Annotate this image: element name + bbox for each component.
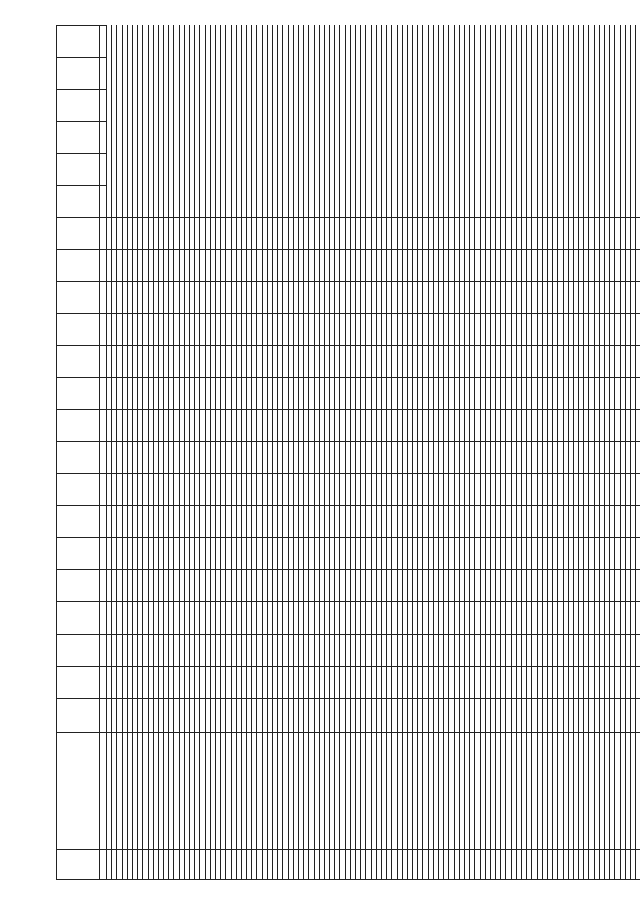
column-number bbox=[100, 282, 107, 314]
column-header bbox=[57, 154, 100, 186]
column-header bbox=[57, 218, 100, 250]
column-number bbox=[100, 218, 107, 250]
column-number bbox=[100, 570, 107, 602]
column-number bbox=[100, 634, 107, 666]
table-cell bbox=[636, 570, 640, 602]
table-cell bbox=[636, 314, 640, 346]
table-title bbox=[42, 25, 54, 880]
column-number bbox=[100, 26, 107, 58]
table-cell bbox=[636, 154, 640, 186]
column-number bbox=[100, 90, 107, 122]
column-header bbox=[57, 634, 100, 666]
table-cell bbox=[636, 90, 640, 122]
table-cell bbox=[636, 410, 640, 442]
column-number bbox=[100, 410, 107, 442]
table-cell bbox=[636, 186, 640, 218]
column-header bbox=[57, 474, 100, 506]
table-cell bbox=[636, 634, 640, 666]
column-header bbox=[57, 666, 100, 698]
column-header bbox=[57, 410, 100, 442]
table-cell bbox=[636, 666, 640, 698]
column-header bbox=[57, 698, 100, 732]
column-header bbox=[57, 570, 100, 602]
table-cell bbox=[636, 538, 640, 570]
column-header bbox=[57, 346, 100, 378]
table-cell bbox=[636, 378, 640, 410]
column-number bbox=[100, 474, 107, 506]
column-header bbox=[57, 250, 100, 282]
column-header bbox=[57, 732, 100, 849]
table-cell bbox=[636, 602, 640, 634]
column-number bbox=[100, 538, 107, 570]
column-header bbox=[57, 378, 100, 410]
column-header bbox=[57, 314, 100, 346]
column-number bbox=[100, 506, 107, 538]
column-number bbox=[100, 314, 107, 346]
column-number bbox=[100, 122, 107, 154]
column-header bbox=[57, 850, 100, 880]
column-number bbox=[100, 732, 107, 849]
column-number bbox=[100, 850, 107, 880]
table-cell bbox=[636, 506, 640, 538]
column-header bbox=[57, 506, 100, 538]
table-cell bbox=[636, 732, 640, 849]
column-header bbox=[57, 90, 100, 122]
column-header bbox=[57, 122, 100, 154]
table-cell bbox=[636, 474, 640, 506]
column-header bbox=[57, 186, 100, 218]
column-number bbox=[100, 154, 107, 186]
column-number bbox=[100, 698, 107, 732]
column-number bbox=[100, 250, 107, 282]
repair-schedule-table bbox=[56, 25, 640, 880]
column-number bbox=[100, 186, 107, 218]
column-header bbox=[57, 282, 100, 314]
table-cell bbox=[636, 58, 640, 90]
table-cell bbox=[636, 346, 640, 378]
column-number bbox=[100, 346, 107, 378]
table-cell bbox=[636, 442, 640, 474]
table-cell bbox=[636, 250, 640, 282]
column-header bbox=[57, 602, 100, 634]
header-row bbox=[57, 26, 100, 880]
column-header bbox=[57, 442, 100, 474]
column-number-row bbox=[100, 26, 107, 880]
table-cell bbox=[636, 850, 640, 880]
table-row bbox=[636, 26, 640, 880]
table-cell bbox=[636, 122, 640, 154]
column-header bbox=[57, 26, 100, 58]
column-number bbox=[100, 378, 107, 410]
table-cell bbox=[636, 698, 640, 732]
rotated-sheet bbox=[42, 25, 598, 880]
column-header bbox=[57, 538, 100, 570]
column-header bbox=[57, 58, 100, 90]
column-number bbox=[100, 442, 107, 474]
table-cell bbox=[636, 282, 640, 314]
column-number bbox=[100, 58, 107, 90]
column-number bbox=[100, 666, 107, 698]
table-cell bbox=[636, 218, 640, 250]
column-number bbox=[100, 602, 107, 634]
table-cell bbox=[636, 26, 640, 58]
